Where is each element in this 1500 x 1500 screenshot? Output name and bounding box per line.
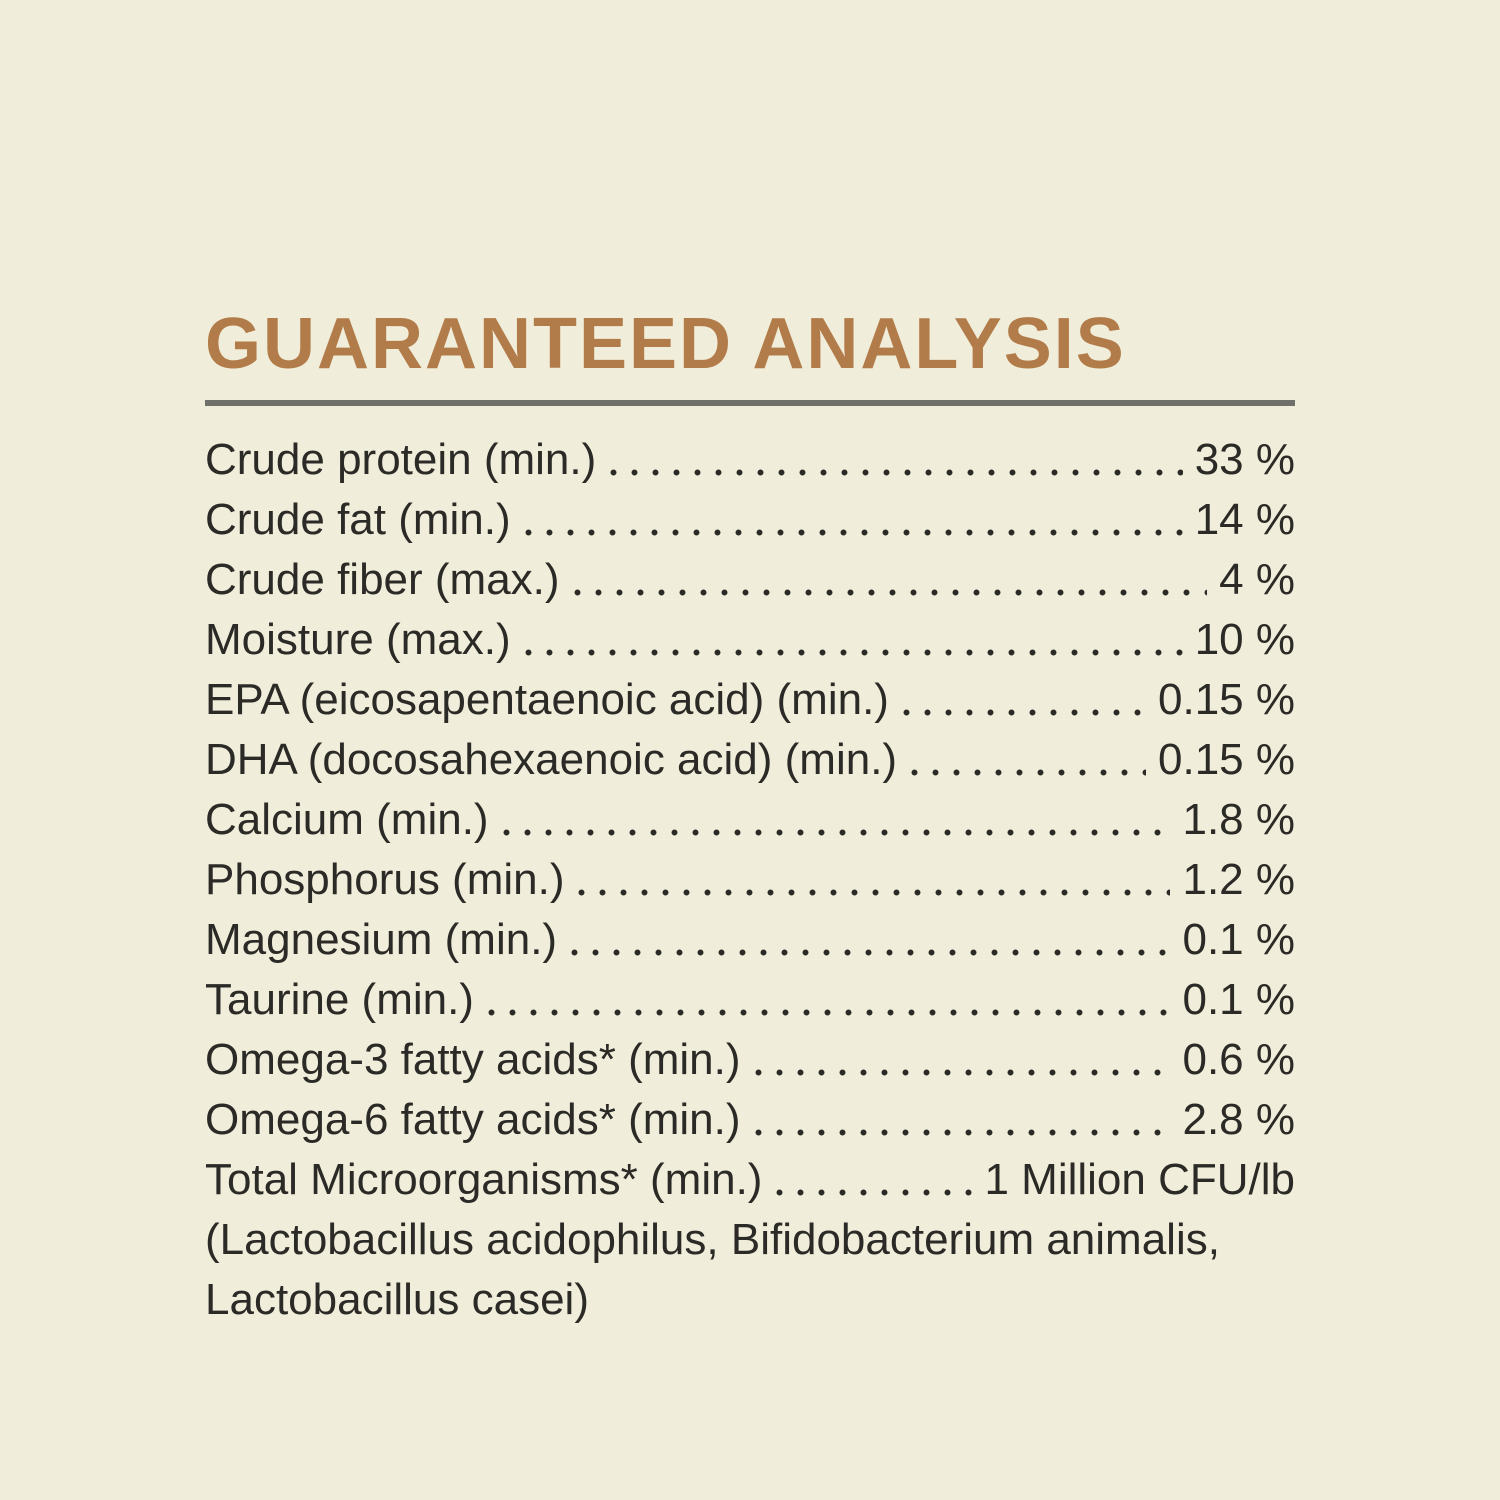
analysis-row (205, 790, 1295, 850)
guaranteed-analysis-panel (205, 306, 1295, 1330)
nutrient-label: Crude protein (min.) (205, 435, 597, 484)
analysis-row (205, 1030, 1295, 1090)
nutrient-value: 0.1 % (1182, 915, 1295, 964)
dot-leader (488, 1009, 1171, 1016)
dot-leader (755, 1129, 1171, 1136)
nutrient-value: 1.8 % (1182, 795, 1295, 844)
microorganisms-footnote (205, 1210, 1295, 1330)
nutrient-value: 0.1 % (1182, 975, 1295, 1024)
dot-leader (503, 829, 1171, 836)
nutrient-value: 1 Million CFU/lb (984, 1155, 1295, 1204)
nutrient-value: 0.15 % (1158, 675, 1295, 724)
dot-leader (525, 649, 1183, 656)
nutrient-label: Crude fat (min.) (205, 495, 511, 544)
footnote-line: (Lactobacillus acidophilus, Bifidobacterium animalis, (205, 1215, 1220, 1264)
nutrient-label: Omega-6 fatty acids* (min.) (205, 1095, 741, 1144)
nutrient-label: Omega-3 fatty acids* (min.) (205, 1035, 741, 1084)
analysis-row (205, 610, 1295, 670)
analysis-row (205, 910, 1295, 970)
title-divider (205, 400, 1295, 406)
nutrient-label: EPA (eicosapentaenoic acid) (min.) (205, 675, 889, 724)
dot-leader (578, 889, 1170, 896)
nutrient-label: Total Microorganisms* (min.) (205, 1155, 763, 1204)
nutrient-label: Phosphorus (min.) (205, 855, 565, 904)
nutrient-value: 0.6 % (1182, 1035, 1295, 1084)
dot-leader (525, 529, 1183, 536)
dot-leader (610, 469, 1182, 476)
analysis-row (205, 1150, 1295, 1210)
page-title: GUARANTEED ANALYSIS (205, 304, 1126, 384)
dot-leader (776, 1189, 972, 1196)
nutrient-label: DHA (docosahexaenoic acid) (min.) (205, 735, 898, 784)
nutrient-value: 10 % (1194, 615, 1295, 664)
dot-leader (755, 1069, 1171, 1076)
nutrient-value: 14 % (1194, 495, 1295, 544)
analysis-row (205, 550, 1295, 610)
nutrient-value: 2.8 % (1182, 1095, 1295, 1144)
nutrient-value: 33 % (1194, 435, 1295, 484)
nutrient-label: Taurine (min.) (205, 975, 474, 1024)
nutrient-label: Calcium (min.) (205, 795, 489, 844)
dot-leader (903, 709, 1146, 716)
nutrient-label: Magnesium (min.) (205, 915, 558, 964)
dot-leader (574, 589, 1208, 596)
dot-leader (571, 949, 1170, 956)
analysis-row (205, 850, 1295, 910)
analysis-row (205, 430, 1295, 490)
analysis-rows (205, 430, 1295, 1210)
dot-leader (911, 769, 1146, 776)
analysis-row (205, 490, 1295, 550)
nutrient-label: Crude fiber (max.) (205, 555, 560, 604)
nutrient-value: 1.2 % (1182, 855, 1295, 904)
nutrient-value: 0.15 % (1158, 735, 1295, 784)
nutrient-label: Moisture (max.) (205, 615, 511, 664)
analysis-row (205, 970, 1295, 1030)
footnote-line: Lactobacillus casei) (205, 1275, 589, 1324)
nutrient-value: 4 % (1219, 555, 1295, 604)
analysis-row (205, 730, 1295, 790)
analysis-row (205, 1090, 1295, 1150)
analysis-row (205, 670, 1295, 730)
